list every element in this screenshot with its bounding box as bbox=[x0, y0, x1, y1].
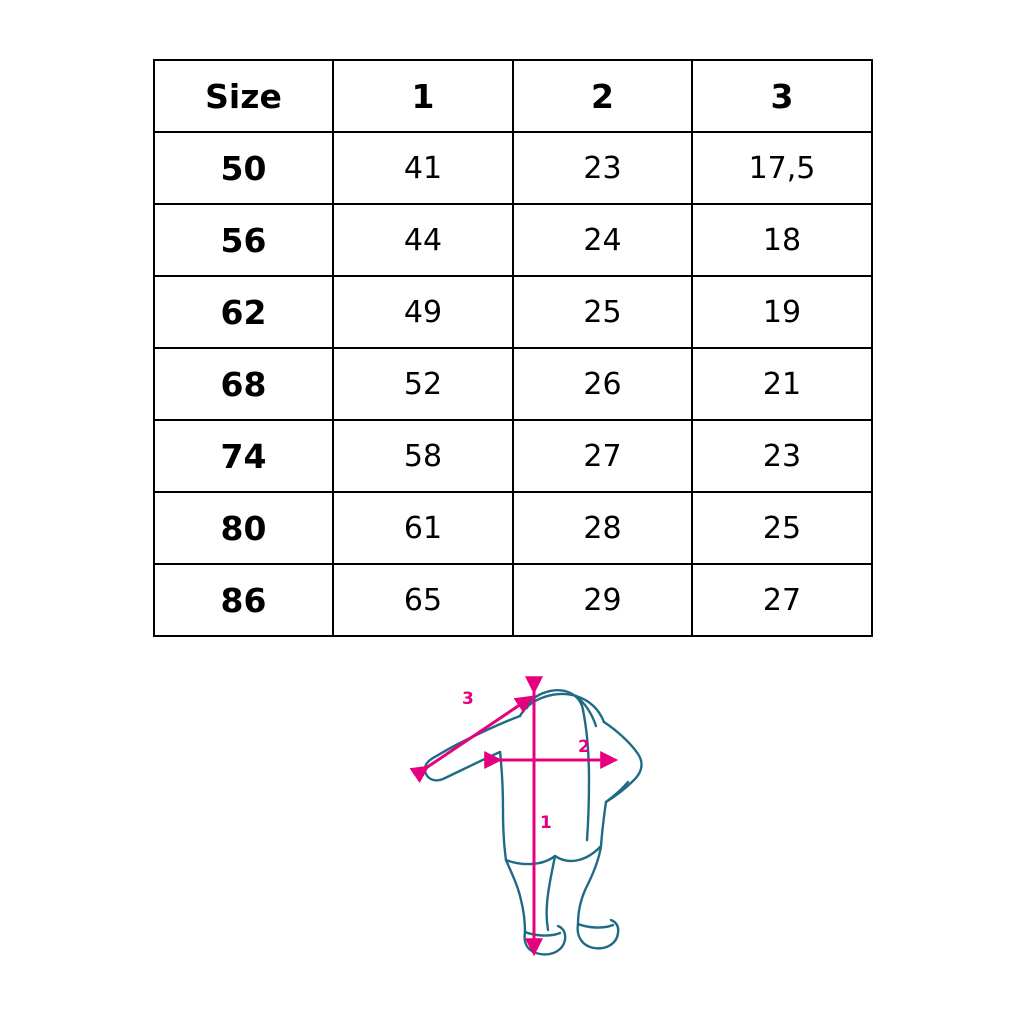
cell-size: 68 bbox=[154, 348, 333, 420]
table-row bbox=[154, 492, 872, 564]
cell-size: 80 bbox=[154, 492, 333, 564]
cell-measure-3: 25 bbox=[692, 492, 872, 564]
cell-size: 62 bbox=[154, 276, 333, 348]
column-header-3: 3 bbox=[692, 60, 872, 132]
size-chart-table-container bbox=[153, 59, 871, 637]
cell-size: 56 bbox=[154, 204, 333, 276]
cell-measure-1: 58 bbox=[333, 420, 513, 492]
table-row bbox=[154, 204, 872, 276]
cell-measure-3: 17,5 bbox=[692, 132, 872, 204]
measure-label-sleeve: 3 bbox=[462, 689, 474, 709]
cell-measure-2: 24 bbox=[513, 204, 692, 276]
measure-line-sleeve bbox=[426, 698, 530, 768]
table-header bbox=[154, 60, 872, 132]
cell-measure-3: 19 bbox=[692, 276, 872, 348]
cell-measure-2: 29 bbox=[513, 564, 692, 636]
cell-measure-1: 49 bbox=[333, 276, 513, 348]
cell-measure-1: 41 bbox=[333, 132, 513, 204]
cell-measure-1: 65 bbox=[333, 564, 513, 636]
column-header-1: 1 bbox=[333, 60, 513, 132]
cell-measure-2: 27 bbox=[513, 420, 692, 492]
cell-measure-2: 28 bbox=[513, 492, 692, 564]
table-row bbox=[154, 420, 872, 492]
cell-measure-2: 26 bbox=[513, 348, 692, 420]
cell-measure-1: 52 bbox=[333, 348, 513, 420]
table-row bbox=[154, 564, 872, 636]
table-header-row bbox=[154, 60, 872, 132]
cell-measure-2: 25 bbox=[513, 276, 692, 348]
cell-size: 74 bbox=[154, 420, 333, 492]
cell-measure-2: 23 bbox=[513, 132, 692, 204]
cell-measure-3: 23 bbox=[692, 420, 872, 492]
measure-label-chest: 2 bbox=[578, 737, 590, 757]
table-row bbox=[154, 348, 872, 420]
table-row bbox=[154, 132, 872, 204]
cell-measure-3: 27 bbox=[692, 564, 872, 636]
garment-measurement-diagram bbox=[390, 660, 720, 990]
table-row bbox=[154, 276, 872, 348]
cell-measure-1: 61 bbox=[333, 492, 513, 564]
cell-measure-1: 44 bbox=[333, 204, 513, 276]
column-header-2: 2 bbox=[513, 60, 692, 132]
cell-size: 86 bbox=[154, 564, 333, 636]
cell-measure-3: 21 bbox=[692, 348, 872, 420]
measure-label-length: 1 bbox=[540, 813, 552, 833]
cell-size: 50 bbox=[154, 132, 333, 204]
column-header-size: Size bbox=[154, 60, 333, 132]
table-body bbox=[154, 132, 872, 636]
size-chart-table bbox=[153, 59, 873, 637]
cell-measure-3: 18 bbox=[692, 204, 872, 276]
